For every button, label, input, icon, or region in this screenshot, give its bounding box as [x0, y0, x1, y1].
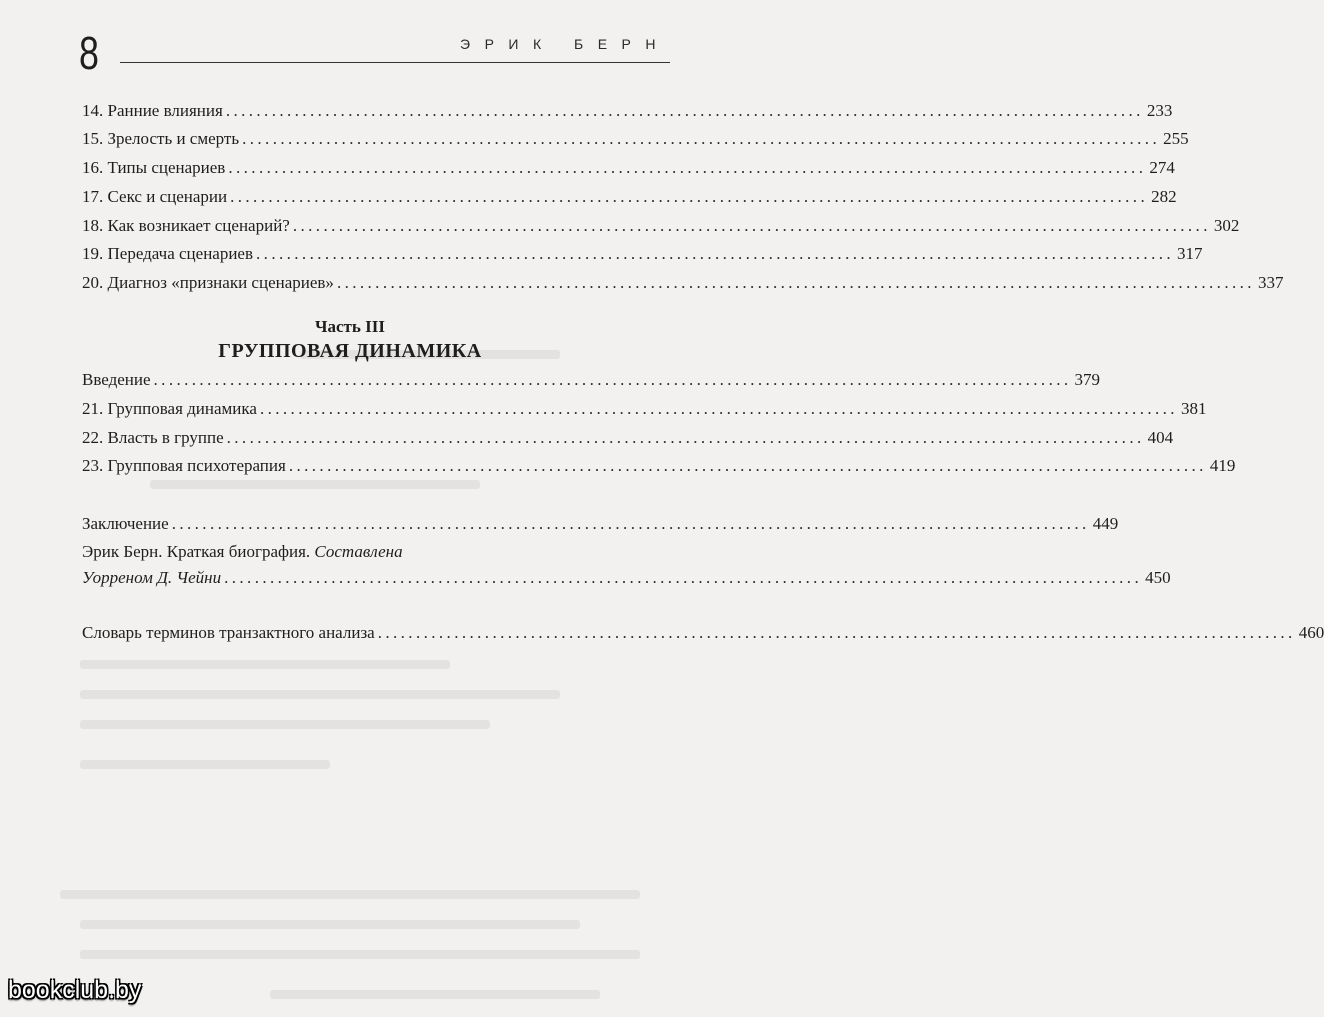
toc-entry-biography-line2[interactable]: [82, 565, 1171, 591]
toc-entry-17[interactable]: [82, 184, 1177, 210]
dot-leader: ........................................................................................................................: [225, 101, 1144, 120]
toc-entry-page: 404: [1147, 428, 1174, 447]
toc-entry-14[interactable]: [82, 98, 1173, 124]
dot-leader: ........................................................................................................................: [292, 216, 1211, 235]
toc-entry-title: Заключение: [82, 514, 169, 533]
toc-entry-page: 449: [1092, 514, 1119, 533]
toc-entry-page: 317: [1177, 244, 1203, 263]
toc-entry-page: 450: [1145, 568, 1171, 587]
toc-entry-page: 419: [1209, 456, 1236, 475]
toc-entry-page: 337: [1257, 273, 1284, 292]
toc-entry-title: 20. Диагноз «признаки сценариев»: [82, 273, 334, 292]
part-label: Часть III: [315, 317, 385, 336]
toc-entry-page: 379: [1074, 370, 1101, 389]
toc-entry-glossary[interactable]: [82, 620, 1324, 646]
toc-entry-title: 17. Секс и сценарии: [82, 187, 228, 206]
toc-entry-title: 19. Передача сценариев: [82, 244, 254, 263]
toc-entry-16[interactable]: [82, 155, 1175, 181]
toc-entry-page: 381: [1180, 399, 1207, 418]
running-head: ЭРИК БЕРН: [460, 36, 670, 52]
page-number: 8: [79, 27, 99, 79]
toc-entry-title: Введение: [82, 370, 151, 389]
dot-leader: ........................................................................................................................: [228, 158, 1147, 177]
toc-entry-21[interactable]: [82, 396, 1207, 422]
dot-leader: ........................................................................................................................: [259, 399, 1178, 418]
toc-entry-page: 255: [1163, 129, 1189, 148]
toc-entry-title: 21. Групповая динамика: [82, 399, 257, 418]
toc-entry-page: 233: [1146, 101, 1173, 120]
part-title: ГРУППОВАЯ ДИНАМИКА: [218, 340, 482, 362]
watermark: bookclub.by: [8, 976, 142, 1004]
toc-entry-19[interactable]: [82, 241, 1203, 267]
toc-entry-title: 23. Групповая психотерапия: [82, 456, 286, 475]
toc-entry-title: 22. Власть в группе: [82, 428, 224, 447]
toc-entry-page: 460: [1298, 623, 1324, 642]
toc-entry-title: 14. Ранние влияния: [82, 101, 223, 120]
toc-entry-18[interactable]: [82, 213, 1240, 239]
dot-leader: ........................................................................................................................: [242, 129, 1161, 148]
toc-entry-23[interactable]: [82, 453, 1236, 479]
toc-entry-title: Словарь терминов транзактного анализа: [82, 623, 375, 642]
toc-entry-title: 15. Зрелость и смерть: [82, 129, 240, 148]
toc-entry-title: 18. Как возникает сценарий?: [82, 216, 290, 235]
dot-leader: ........................................................................................................................: [288, 456, 1207, 475]
toc-entry-page: 302: [1213, 216, 1240, 235]
dot-leader: ........................................................................................................................: [256, 244, 1175, 263]
dot-leader: ........................................................................................................................: [336, 273, 1255, 292]
dot-leader: ........................................................................................................................: [377, 623, 1296, 642]
dot-leader: ........................................................................................................................: [230, 187, 1149, 206]
biography-title: Эрик Берн. Краткая биография.: [82, 542, 311, 561]
biography-author-prefix: Составлена: [314, 542, 403, 561]
toc-entry-15[interactable]: [82, 126, 1189, 152]
toc-entry-page: 282: [1151, 187, 1177, 206]
biography-author-name: Уорреном Д. Чейни: [82, 568, 222, 587]
dot-leader: ........................................................................................................................: [226, 428, 1145, 447]
toc-entry-biography-line1[interactable]: [82, 539, 662, 565]
toc-entry-introduction[interactable]: [82, 367, 1101, 393]
toc-entry-title: 16. Типы сценариев: [82, 158, 226, 177]
dot-leader: ........................................................................................................................: [153, 370, 1072, 389]
toc-entry-conclusion[interactable]: [82, 511, 1119, 537]
toc-entry-20[interactable]: [82, 270, 1284, 296]
dot-leader: ........................................................................................................................: [224, 568, 1143, 587]
toc-entry-22[interactable]: [82, 425, 1174, 451]
toc-entry-page: 274: [1149, 158, 1175, 177]
dot-leader: ........................................................................................................................: [171, 514, 1090, 533]
header-rule: [120, 62, 670, 63]
